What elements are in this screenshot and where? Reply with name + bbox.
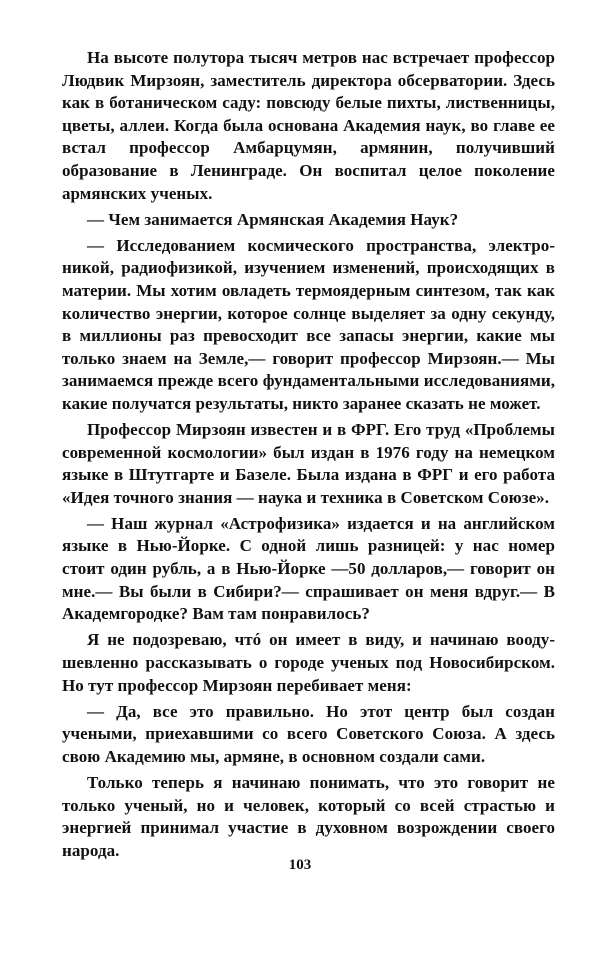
paragraph-7: — Да, все это правильно. Но этот центр был создан учеными, приехавшими со всего Советского Союза. А здесь свою Академию мы, армяне, в основном создали сами. (62, 701, 555, 766)
paragraph-6: Я не подозреваю, чтó он имеет в виду, и начинаю воодушевленно рассказывать о городе ученых под Новосибирском. Но тут профессор Мирзоян перебивает меня: (62, 630, 555, 695)
paragraph-8: Только теперь я начинаю понимать, что это говорит не только ученый, но и человек, который со всей страстью и энергией принимал участие в духовном возрождении своего народа. (62, 772, 555, 860)
page-number: 103 (288, 857, 312, 873)
paragraph-3: — Исследованием космического пространства, электроникой, радиофизикой, изучением изменений, происходящих в материи. Мы хотим овладеть термоядерным синтезом, так как количество энергии, которое солнце выделяет за одну секунду, в миллионы раз превосходит все запасы энергии, какие мы только знаем на Земле,— говорит профессор Мирзоян.— Мы занимаемся прежде всего фундаментальными исследованиями, какие получатся результаты, никто заранее сказать не может. (62, 235, 555, 413)
paragraph-4: Профессор Мирзоян известен и в ФРГ. Его труд «Проблемы современной космологии» был издан в 1976 году на немецком языке в Штутгарте и Базеле. Была издана в ФРГ и его работа «Идея точного знания — наука и техника в Советском Союзе». (62, 420, 555, 507)
paragraph-5: — Наш журнал «Астрофизика» издается и на английском языке в Нью-Йорке. С одной лишь разницей: у нас номер стоит один рубль, а в Нью-Йорке —50 долларов,— говорит он мне.— Вы были в Сибири?— спрашивает он меня вдруг.— В Академгородке? Вам там понравилось? (62, 513, 555, 624)
body-text (62, 47, 555, 866)
paragraph-2: — Чем занимается Армянская Академия Наук? (87, 209, 459, 229)
paragraph-1: На высоте полутора тысяч метров нас встречает профессор Людвик Мирзоян, заместитель директора обсерватории. Здесь как в ботаническом саду: повсюду белые пихты, лиственницы, цветы, аллеи. Когда была основана Академия наук, во главе ее встал профессор Амбарцумян, армянин, получивший образование в Ленинграде. Он воспитал целое поколение армянских ученых. (62, 48, 555, 203)
